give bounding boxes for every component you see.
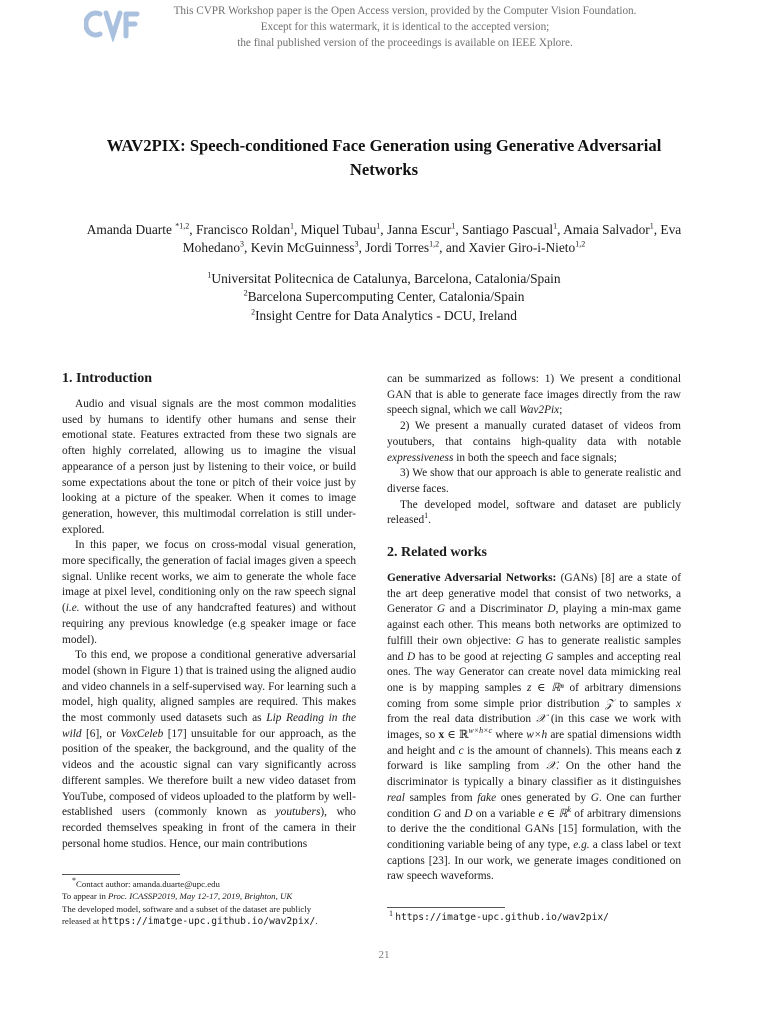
text-run: (in this case we work with images, so xyxy=(387,713,682,742)
math-expression: ∈ ℝ xyxy=(444,729,469,742)
paragraph xyxy=(387,571,681,885)
author-name: , Janna Escur xyxy=(380,222,452,237)
affiliation-text: Universitat Politecnica de Catalunya, Barcelona, Catalonia/Spain xyxy=(211,271,561,286)
text-run: samples and accepting real ones. The way Generator can create novel data mimicking real one is by mapping samples xyxy=(387,650,681,694)
text-run: 2) We present a manually curated dataset of videos from youtubers, that contains high-quality data with notable xyxy=(387,420,681,448)
watermark-line-3: the final published version of the proceedings is available on IEEE Xplore. xyxy=(237,37,573,49)
footnote-url-link[interactable]: https://imatge-upc.github.io/wav2pix/ xyxy=(101,915,316,927)
author-list xyxy=(60,221,708,257)
right-column xyxy=(387,372,681,885)
text-run: samples from xyxy=(404,791,478,804)
author-name: , Kevin McGuinness xyxy=(244,240,355,255)
text-run: has to be good at rejecting xyxy=(415,650,546,663)
text-run: Wav2Pix xyxy=(519,404,560,417)
math-symbol: 𝒵 xyxy=(605,697,614,710)
text-run: The developed model, software and dataset are publicly released xyxy=(387,498,681,527)
affiliation-list xyxy=(100,270,668,325)
watermark-notice xyxy=(150,3,660,51)
text-run: [17] unsuitable for our approach, as the position of the speaker, the background, and the quality of the videos and the acoustic signal can vary significantly across different samples. We therefore built a new video dataset from YouTube, composed of videos uploaded to the platform by well-established users (commonly known as xyxy=(62,727,356,819)
watermark-line-2: Except for this watermark, it is identical to the accepted version; xyxy=(260,21,550,33)
footnote-text: Proc. ICASSP2019, May 12-17, 2019, Brighton, UK xyxy=(108,891,293,902)
text-run: (GANs) [8] are a state of the art deep generative model that consist of two networks, a Generator xyxy=(387,572,681,616)
title-line-2: Networks xyxy=(349,160,419,179)
math-symbol: D xyxy=(464,807,473,820)
text-run: . One can further condition xyxy=(387,791,681,820)
text-run: of arbitrary dimensions coming from some simple prior distribution xyxy=(387,681,681,710)
author-name: , Santiago Pascual xyxy=(455,222,554,237)
footnote-marker: 1 xyxy=(424,511,429,521)
author-affil-sup: 1 xyxy=(451,221,456,231)
paragraph xyxy=(387,419,681,466)
author-affil-sup: 1 xyxy=(553,221,558,231)
footnote-released-line: The developed model, software and a subset of the dataset are publicly xyxy=(62,903,312,914)
math-expression: w×h xyxy=(526,729,548,742)
affiliation xyxy=(100,288,668,306)
text-run: and a Discriminator xyxy=(445,603,548,616)
author-name: , Miquel Tubau xyxy=(294,222,377,237)
author-name: Amanda Duarte xyxy=(86,222,176,237)
text-run: to samples xyxy=(613,697,676,710)
text-run: real xyxy=(387,791,405,804)
footnote-text: Contact author: amanda.duarte@upc.edu xyxy=(76,879,220,889)
author-affil-sup: 1,2 xyxy=(429,239,440,249)
math-symbol: G xyxy=(590,791,599,804)
text-run: e.g. xyxy=(573,838,590,851)
footnote-marker: 1 xyxy=(389,909,393,919)
footnote-rule xyxy=(62,874,180,875)
text-run: ones generated by xyxy=(496,791,591,804)
text-run: In this paper, we focus on cross-modal visual generation, more specifically, the generation of facial images given a speech signal. Unlike recent works, we aim to generate the whole face image at pixel level, conditioning only on the raw speech signal ( xyxy=(62,539,356,615)
math-symbol: 𝒳 xyxy=(546,760,557,773)
author-affil-sup: 3 xyxy=(354,239,359,249)
cvf-logo xyxy=(84,6,140,42)
text-run: i.e. xyxy=(65,602,80,615)
footnote-appear xyxy=(62,890,362,902)
footnote-text: released at xyxy=(62,915,102,926)
text-run: has to generate realistic samples and xyxy=(387,634,681,663)
paragraph: Audio and visual signals are the most common modalities used by humans to identify other humans and sense their emotional state. Features extracted from these two signals are often highly correlated, allowing us to imagine the visual appearance of a person just by listening to their voice, or build some expectations about the tone or pitch of their voice just by looking at a picture of the speaker. When it comes to image generation, however, this multimodal correlation is still under-explored. xyxy=(62,398,356,536)
text-run: youtubers xyxy=(275,806,321,819)
author-name: , and Xavier Giro-i-Nieto xyxy=(439,240,576,255)
left-column xyxy=(62,370,356,852)
math-symbol: z xyxy=(675,744,681,757)
text-run: VoxCeleb xyxy=(120,727,164,740)
math-symbol: G xyxy=(436,603,446,616)
text-run: , playing a min-max game against each other. This means both networks are optimized to fulfill their own objective: xyxy=(387,603,681,647)
math-expression: z ∈ ℝⁿ xyxy=(527,681,564,694)
text-run: without the use of any handcrafted features) and without requiring any previous knowledge (e.g speaker image or face model). xyxy=(62,602,356,646)
text-run: [6], or xyxy=(81,727,121,740)
text-run: can be summarized as follows: 1) We present a conditional GAN that is able to generate face images directly from the raw speech signal, which we call xyxy=(387,373,681,417)
left-footnotes xyxy=(62,874,362,928)
section-heading-related-works: 2. Related works xyxy=(387,545,487,561)
paper-title xyxy=(40,134,728,182)
math-symbol: 𝒳 xyxy=(536,713,546,726)
text-run: on a variable xyxy=(472,807,539,820)
footnote-1 xyxy=(387,911,687,924)
math-symbol: D xyxy=(547,603,556,616)
text-run: from the real data distribution xyxy=(387,713,537,726)
author-affil-sup: *1,2 xyxy=(175,221,190,231)
math-expression: e ∈ ℝ xyxy=(538,807,568,820)
text-run: are spatial dimensions width and height and xyxy=(387,729,681,757)
math-symbol: G xyxy=(433,807,442,820)
text-run: Lip Reading in the wild xyxy=(62,712,356,740)
math-symbol: x xyxy=(438,729,445,742)
text-run: To this end, we propose a conditional generative adversarial model (shown in Figure 1) that is trained using the aligned audio and video channels in a self-supervised way. For learning such a model, high quality, aligned samples are required. This makes the most commonly used datasets such as xyxy=(62,649,356,725)
right-footnote xyxy=(387,907,687,924)
paragraph: 3) We show that our approach is able to generate realistic and diverse faces. xyxy=(387,467,681,495)
author-affil-sup: 1 xyxy=(376,221,381,231)
author-affil-sup: 1 xyxy=(290,221,295,231)
text-run: fake xyxy=(477,791,497,804)
paragraph xyxy=(387,372,681,419)
text-run: is the amount of channels). This means each xyxy=(463,744,676,757)
text-run: . xyxy=(428,514,431,527)
paragraph-lead: Generative Adversarial Networks: xyxy=(387,572,557,585)
text-run: in both the speech and face signals; xyxy=(453,451,617,464)
text-run: where xyxy=(492,729,527,742)
paragraph xyxy=(62,648,356,852)
watermark-line-1: This CVPR Workshop paper is the Open Access version, provided by the Computer Vision Foundation. xyxy=(173,5,637,17)
affiliation-text: Barcelona Supercomputing Center, Catalonia/Spain xyxy=(247,289,525,305)
math-superscript: k xyxy=(567,804,571,814)
math-symbol: G xyxy=(545,650,554,663)
text-run: of arbitrary dimensions to derive the the conditional GANs [15] formulation, with the conditioning variable being of any type, xyxy=(387,807,681,851)
affiliation xyxy=(100,307,668,325)
footnote-url-link[interactable]: https://imatge-upc.github.io/wav2pix/ xyxy=(395,912,609,923)
math-symbol: G xyxy=(515,634,524,647)
author-name: , Eva Mohedano xyxy=(182,222,682,255)
footnote-text: . xyxy=(315,915,318,926)
text-run: expressiveness xyxy=(387,451,454,464)
affiliation-sup: 2 xyxy=(243,288,248,298)
affiliation-text: Insight Centre for Data Analytics - DCU, Ireland xyxy=(255,307,517,323)
text-run: ; xyxy=(559,404,563,417)
footnote-text: To appear in xyxy=(62,891,109,902)
text-run: forward is like sampling from xyxy=(387,760,547,773)
title-line-1: WAV2PIX: Speech-conditioned Face Generation using Generative Adversarial xyxy=(106,136,662,155)
author-name: , Amaia Salvador xyxy=(557,222,650,237)
text-run: a class label or text captions [23]. In our work, we generate images conditioned on raw speech waveforms. xyxy=(387,838,681,883)
footnote-released-url-line xyxy=(62,915,362,928)
affiliation-sup: 2 xyxy=(251,307,256,317)
text-run: ), who recorded themselves speaking in front of the camera in their personal home studios. Hence, our main contributions xyxy=(62,806,356,850)
text-run: and xyxy=(441,807,465,820)
math-symbol: x xyxy=(675,697,681,710)
author-name: , Francisco Roldan xyxy=(189,222,291,237)
section-heading-introduction: 1. Introduction xyxy=(62,371,152,386)
paragraph xyxy=(387,498,681,529)
author-affil-sup: 3 xyxy=(240,239,245,249)
affiliation-sup: 1 xyxy=(207,270,212,280)
footnote-contact xyxy=(62,878,362,890)
math-superscript: w×h×c xyxy=(468,726,493,736)
cvf-logo-icon xyxy=(84,6,140,42)
math-symbol: D xyxy=(406,650,416,663)
author-affil-sup: 1,2 xyxy=(575,239,586,249)
text-run: . On the other hand the discriminator is typically a binary classifier as it distinguishes xyxy=(387,760,681,789)
math-symbol: c xyxy=(458,744,464,757)
author-name: , Jordi Torres xyxy=(358,240,430,255)
footnote-rule xyxy=(387,907,505,908)
paragraph xyxy=(62,538,356,648)
author-affil-sup: 1 xyxy=(649,221,654,231)
affiliation xyxy=(100,270,668,288)
footnote-marker: * xyxy=(72,876,76,886)
page-number: 21 xyxy=(378,949,390,961)
